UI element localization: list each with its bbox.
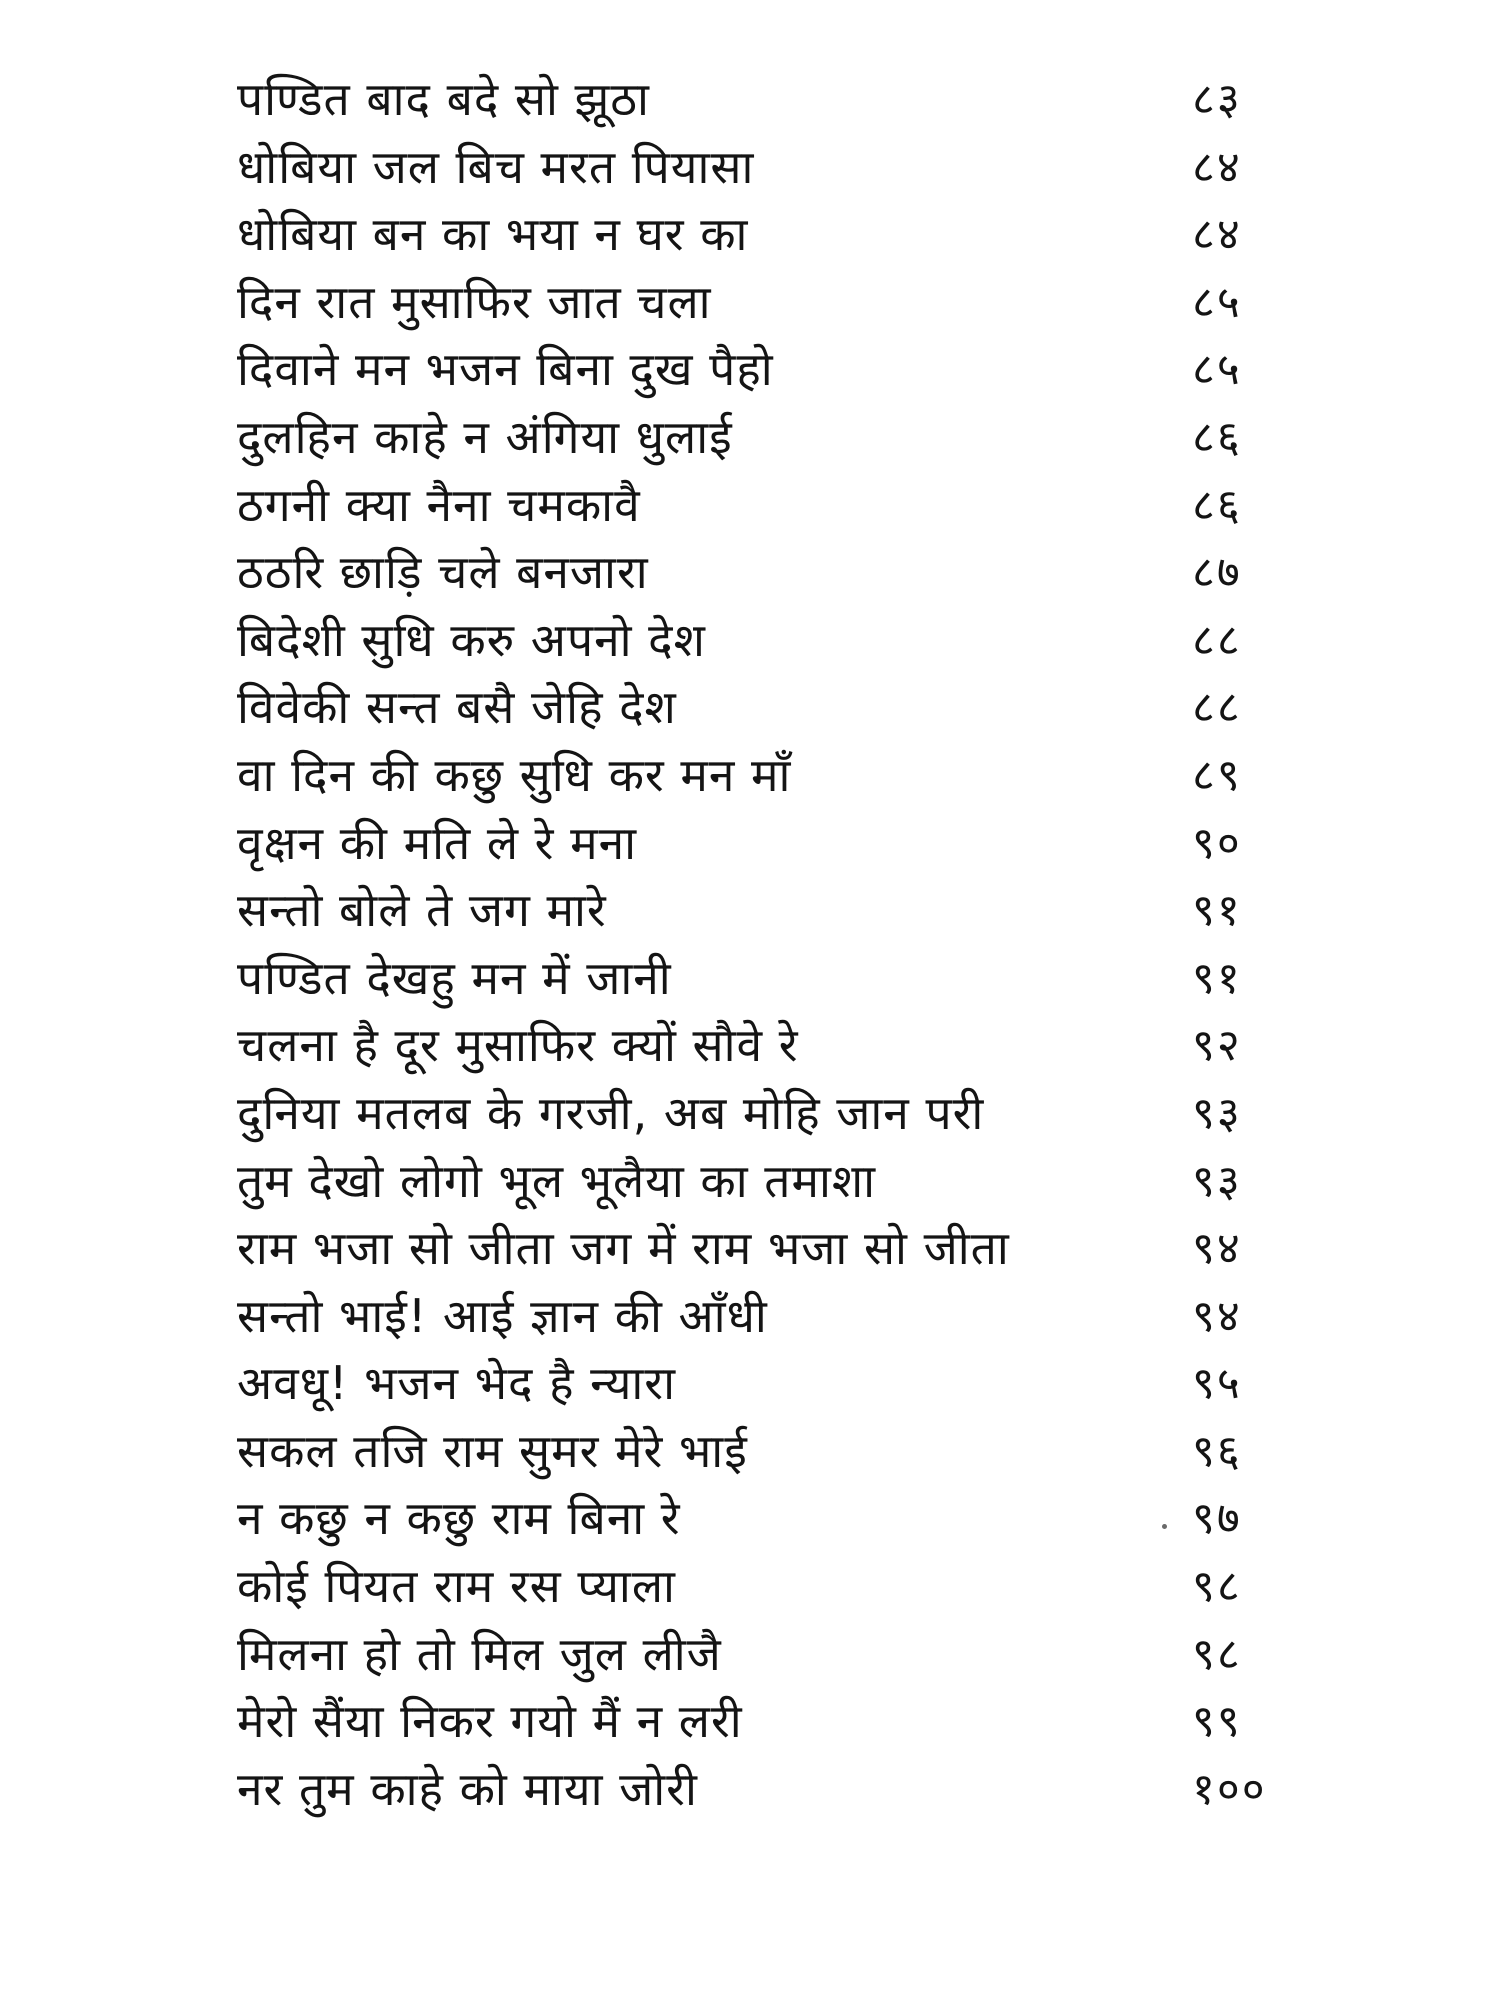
- toc-entry-title: सन्तो भाई! आई ज्ञान की आँधी: [237, 1288, 768, 1343]
- toc-entry-page-number: ९७: [1192, 1493, 1242, 1545]
- toc-entry-title: मेरो सैंया निकर गयो मैं न लरी: [237, 1694, 743, 1749]
- toc-entry: [237, 877, 1327, 945]
- toc-entry-page-number: १००: [1192, 1763, 1267, 1815]
- toc-entry: [237, 1756, 1327, 1824]
- toc-entry: [237, 674, 1327, 742]
- toc-entry-page-number: ८८: [1192, 682, 1242, 734]
- toc-entry-page-number: ८३: [1192, 74, 1242, 125]
- toc-entry-page-number: ९०: [1192, 817, 1242, 869]
- toc-entry-title: न कछु न कछु राम बिना रे: [237, 1491, 681, 1546]
- toc-entry: [237, 1418, 1327, 1486]
- toc-entry-page-number: ८५: [1192, 344, 1242, 396]
- toc-entry: [237, 810, 1327, 878]
- toc-entry-title: नर तुम काहे को माया जोरी: [237, 1761, 698, 1816]
- toc-entry: [237, 1688, 1327, 1756]
- toc-entry-title: बिदेशी सुधि करु अपनो देश: [237, 612, 706, 667]
- toc-entry-title: राम भजा सो जीता जग में राम भजा सो जीता: [237, 1221, 1010, 1276]
- toc-entry-title: तुम देखो लोगो भूल भूलैया का तमाशा: [237, 1153, 877, 1208]
- toc-entry-page-number: ८६: [1192, 479, 1242, 531]
- toc-entry: [237, 945, 1327, 1013]
- toc-entry-title: कोई पियत राम रस प्याला: [237, 1559, 676, 1614]
- toc-entry-page-number: ८४: [1192, 141, 1242, 193]
- toc-entry-page-number: ९१: [1192, 952, 1242, 1004]
- toc-entry-page-number: ९८: [1192, 1628, 1242, 1680]
- toc-entry: [237, 742, 1327, 810]
- toc-entry: [237, 1283, 1327, 1351]
- toc-entry-title: सकल तजि राम सुमर मेरे भाई: [237, 1423, 748, 1478]
- toc-entry-title: धोबिया बन का भया न घर का: [237, 207, 749, 262]
- toc-entry-page-number: ८६: [1192, 411, 1242, 463]
- toc-entry-page-number: ९१: [1192, 885, 1242, 937]
- toc-entry-page-number: ९३: [1192, 1087, 1242, 1139]
- toc-entry: [237, 1148, 1327, 1216]
- toc-entry-page-number: ८७: [1192, 547, 1242, 599]
- toc-entry: [237, 1621, 1327, 1689]
- toc-entry-page-number: ९९: [1192, 1696, 1242, 1748]
- toc-entry: [237, 134, 1327, 202]
- toc-entry-page-number: ९६: [1192, 1425, 1242, 1477]
- toc-entry-page-number: ८५: [1192, 276, 1242, 328]
- toc-entry-title: दिन रात मुसाफिर जात चला: [237, 274, 712, 329]
- toc-entry-title: दिवाने मन भजन बिना दुख पैहो: [237, 342, 774, 397]
- toc-entry: [237, 539, 1327, 607]
- toc-entry-title: दुलहिन काहे न अंगिया धुलाई: [237, 409, 733, 464]
- toc-entry-title: विवेकी सन्त बसै जेहि देश: [237, 680, 677, 735]
- toc-entry-title: ठगनी क्या नैना चमकावै: [237, 477, 641, 532]
- toc-entry: [237, 66, 1327, 134]
- toc-entry-title: अवधू! भजन भेद है न्यारा: [237, 1356, 677, 1411]
- toc-entry: [237, 404, 1327, 472]
- toc-entry-title: धोबिया जल बिच मरत पियासा: [237, 139, 755, 194]
- table-of-contents: [237, 66, 1327, 1823]
- toc-entry-page-number: ९८: [1192, 1561, 1242, 1613]
- toc-entry-title: चलना है दूर मुसाफिर क्यों सौवे रे: [237, 1018, 799, 1073]
- toc-entry-page-number: ८८: [1192, 614, 1242, 666]
- toc-entry-title: दुनिया मतलब के गरजी, अब मोहि जान परी: [237, 1085, 985, 1140]
- toc-entry-page-number: ९४: [1192, 1290, 1242, 1342]
- toc-entry: [237, 1012, 1327, 1080]
- toc-entry-page-number: ९४: [1192, 1223, 1242, 1275]
- toc-entry-page-number: ९५: [1192, 1358, 1242, 1410]
- toc-entry-title: वा दिन की कछु सुधि कर मन माँ: [237, 747, 792, 802]
- toc-entry-title: पण्डित देखहु मन में जानी: [237, 950, 672, 1005]
- toc-entry-page-number: ८९: [1192, 749, 1242, 801]
- toc-entry: [237, 1553, 1327, 1621]
- toc-entry: [237, 1485, 1327, 1553]
- toc-entry-page-number: ८४: [1192, 209, 1242, 261]
- toc-entry: [237, 336, 1327, 404]
- toc-entry: [237, 607, 1327, 675]
- toc-entry: [237, 269, 1327, 337]
- toc-entry-page-number: ९३: [1192, 1155, 1242, 1207]
- toc-entry: [237, 1215, 1327, 1283]
- toc-entry-page-number: ९२: [1192, 1020, 1242, 1072]
- toc-entry: [237, 472, 1327, 540]
- toc-entry: [237, 1080, 1327, 1148]
- toc-entry-title: पण्डित बाद बदे सो झूठा: [237, 72, 650, 126]
- toc-entry: [237, 201, 1327, 269]
- toc-entry-title: ठठरि छाड़ि चले बनजारा: [237, 545, 649, 600]
- toc-entry: [237, 1350, 1327, 1418]
- toc-entry-title: सन्तो बोले ते जग मारे: [237, 883, 607, 938]
- toc-entry-title: वृक्षन की मति ले रे मना: [237, 815, 638, 870]
- toc-entry-title: मिलना हो तो मिल जुल लीजै: [237, 1626, 722, 1681]
- print-speck: [1162, 1524, 1167, 1529]
